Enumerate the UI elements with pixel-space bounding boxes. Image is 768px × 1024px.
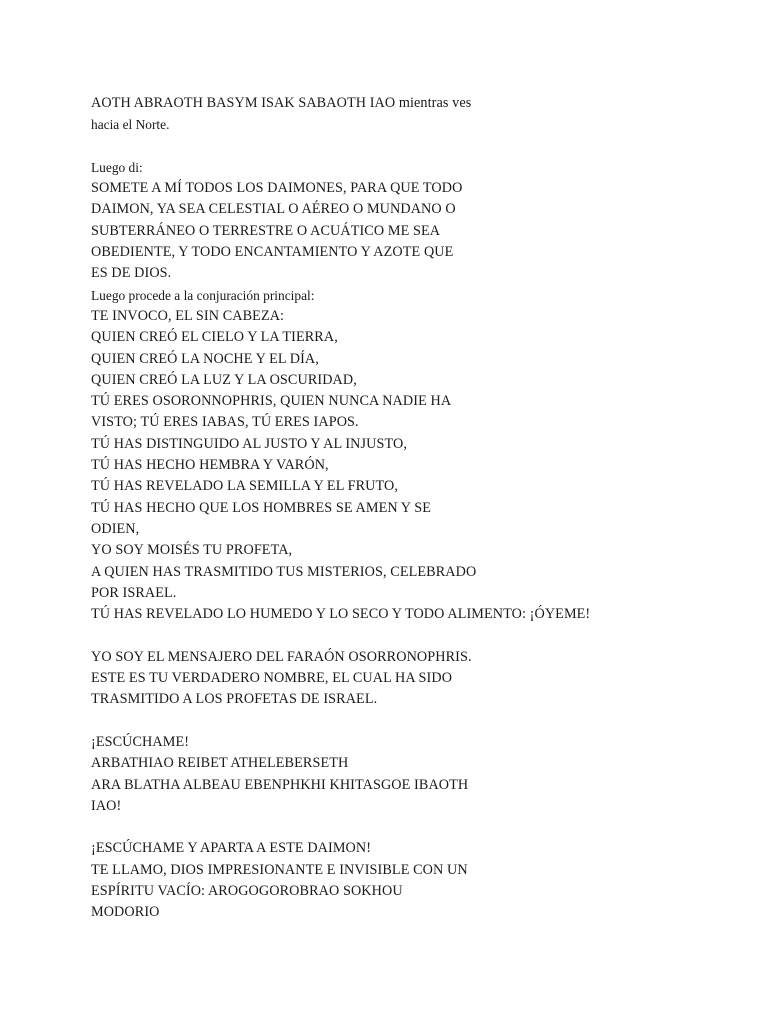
text-line: DAIMON, YA SEA CELESTIAL O AÉREO O MUNDANO O	[91, 201, 456, 218]
text-line: ARA BLATHA ALBEAU EBENPHKHI KHITASGOE IBAOTH	[91, 776, 469, 793]
text-line: TE INVOCO, EL SIN CABEZA:	[91, 307, 285, 324]
blank-line	[91, 711, 731, 732]
text-line: SUBTERRÁNEO O TERRESTRE O ACUÁTICO ME SEA	[91, 222, 441, 239]
text-line: TÚ HAS DISTINGUIDO AL JUSTO Y AL INJUSTO,	[91, 435, 407, 452]
text-line: QUIEN CREÓ EL CIELO Y LA TIERRA,	[91, 329, 338, 346]
text-line: ¡ESCÚCHAME!	[91, 733, 190, 750]
text-line: TÚ HAS HECHO QUE LOS HOMBRES SE AMEN Y SE	[91, 499, 432, 516]
text-line: TÚ HAS REVELADO LA SEMILLA Y EL FRUTO,	[91, 478, 398, 495]
text-line: QUIEN CREÓ LA LUZ Y LA OSCURIDAD,	[91, 371, 357, 388]
text-line: POR ISRAEL.	[91, 584, 177, 601]
blank-line	[91, 625, 731, 646]
document-body	[91, 93, 731, 924]
text-line: ESPÍRITU VACÍO: AROGOGOROBRAO SOKHOU	[91, 882, 403, 899]
text-line: YO SOY EL MENSAJERO DEL FARAÓN OSORRONOPHRIS.	[91, 648, 472, 665]
text-line: AOTH ABRAOTH BASYM ISAK SABAOTH IAO mientras ves	[91, 95, 472, 111]
text-line: TRASMITIDO A LOS PROFETAS DE ISRAEL.	[91, 691, 378, 708]
blank-line	[91, 136, 731, 157]
text-line: QUIEN CREÓ LA NOCHE Y EL DÍA,	[91, 350, 319, 367]
text-line: VISTO; TÚ ERES IABAS, TÚ ERES IAPOS.	[91, 414, 359, 431]
text-line: OBEDIENTE, Y TODO ENCANTAMIENTO Y AZOTE QUE	[91, 244, 454, 261]
text-line: IAO!	[91, 797, 122, 814]
text-line: YO SOY MOISÉS TU PROFETA,	[91, 542, 293, 559]
text-line: ODIEN,	[91, 520, 140, 537]
text-line: ESTE ES TU VERDADERO NOMBRE, EL CUAL HA SIDO	[91, 670, 453, 687]
text-line: MODORIO	[91, 904, 160, 921]
text-line: ¡ESCÚCHAME Y APARTA A ESTE DAIMON!	[91, 840, 372, 857]
text-line: TÚ ERES OSORONNOPHRIS, QUIEN NUNCA NADIE HA	[91, 393, 452, 410]
text-line: TÚ HAS HECHO HEMBRA Y VARÓN,	[91, 457, 329, 474]
text-line: SOMETE A MÍ TODOS LOS DAIMONES, PARA QUE TODO	[91, 180, 463, 197]
text-line: TE LLAMO, DIOS IMPRESIONANTE E INVISIBLE CON UN	[91, 861, 468, 878]
text-line: hacia el Norte.	[91, 117, 170, 133]
text-line: A QUIEN HAS TRASMITIDO TUS MISTERIOS, CELEBRADO	[91, 563, 477, 580]
text-line: ES DE DIOS.	[91, 265, 172, 282]
blank-line	[91, 817, 731, 838]
text-line: TÚ HAS REVELADO LO HUMEDO Y LO SECO Y TODO ALIMENTO: ¡ÓYEME!	[91, 606, 591, 623]
text-line: Luego di:	[91, 159, 143, 175]
text-line: ARBATHIAO REIBET ATHELEBERSETH	[91, 755, 349, 772]
text-line: Luego procede a la conjuración principal:	[91, 287, 315, 303]
